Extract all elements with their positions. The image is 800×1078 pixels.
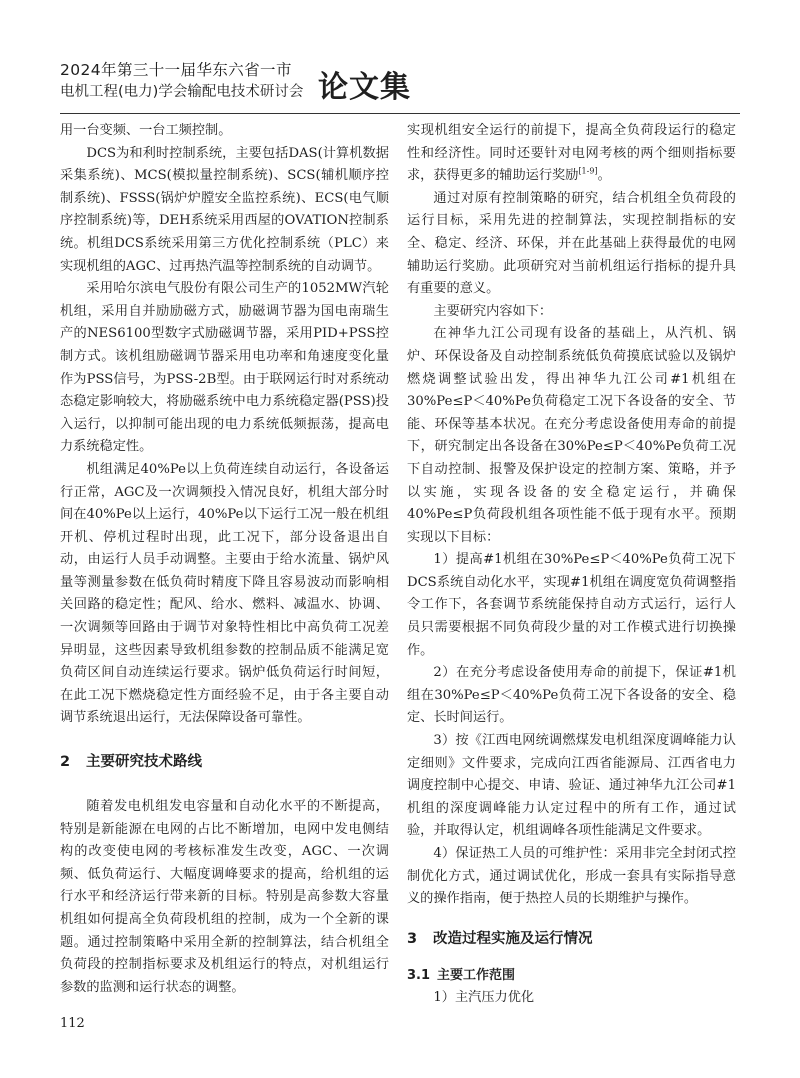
subsection-heading-3-1 — [407, 965, 736, 988]
paragraph: 采用哈尔滨电气股份有限公司生产的1052MW汽轮机组，采用自并励励磁方式，励磁调节器为国电南瑞生产的NES6100型数字式励磁调节器，采用PID+PSS控制方式。该机组励磁调节器采用电功率和角速度变化量作为PSS信号，为PSS-2B型。由于联网运行时对系统动态稳定影响较大，将励磁系统中电力系统稳定器(PSS)投入运行，以抑制可能出现的电力系统低频振荡，提高电力系统稳定性。 — [60, 281, 389, 455]
paragraph: DCS为和利时控制系统，主要包括DAS(计算机数据采集系统)、MCS(模拟量控制系统)、SCS(辅机顺序控制系统)、FSSS(锅炉炉膛安全监控系统)、ECS(电气顺序控制系统)等，DEH系统采用西屋的OVATION控制系统。机组DCS系统采用第三方优化控制系统（PLC）来实现机组的AGC、过再热汽温等控制系统的自动调节。 — [60, 145, 389, 274]
section-number: 3 — [407, 930, 418, 947]
section-number: 2 — [60, 754, 71, 771]
paragraph: 机组满足40%Pe以上负荷连续自动运行，各设备运行正常，AGC及一次调频投入情况良好，机组大部分时间在40%Pe以上运行，40%Pe以下运行工况一般在机组开机、停机过程时出现，此工况下，部分设备退出自动，由运行人员手动调整。主要由于给水流量、锅炉风量等测量参数在低负荷时精度下降且容易波动而影响相关回路的稳定性；配风、给水、燃料、减温水、协调、一次调频等回路由于调节对象特性相比中高负荷工况差异明显，这些因素导致机组参数的控制品质不能满足宽负荷区间自动连续运行要求。锅炉低负荷运行时间短，在此工况下燃烧稳定性方面经验不足，由于各主要自动调节系统退出运行，无法保障设备可靠性。 — [60, 461, 389, 726]
list-item: 2）在充分考虑设备使用寿命的前提下，保证#1机组在30%Pe≤P＜40%Pe负荷工况下各设备的安全、稳定、长时间运行。 — [407, 665, 736, 726]
paragraph: 随着发电机组发电容量和自动化水平的不断提高，特别是新能源在电网的占比不断增加，电网中发电侧结构的改变使电网的考核标准发生改变，AGC、一次调频、低负荷运行、大幅度调峰要求的提高，给机组的运行水平和经济运行带来新的目标。特别是高参数大容量机组如何提高全负荷段机组的控制，成为一个全新的课题。通过控制策略中采用全新的控制算法，结合机组全负荷段的控制指标要求及机组运行的特点，对机组运行参数的监测和运行状态的调整。 — [60, 799, 389, 995]
left-column — [60, 120, 389, 999]
header-rule — [60, 113, 740, 114]
section-title: 改造过程实施及运行情况 — [433, 930, 593, 947]
paragraph: 通过对原有控制策略的研究，结合机组全负荷段的运行目标，采用先进的控制算法，实现控制指标的安全、稳定、经济、环保，并在此基础上获得最优的电网辅助运行奖励。此项研究对当前机组运行指标的提升具有重要的意义。 — [407, 190, 736, 297]
list-item: 3）按《江西电网统调燃煤发电机组深度调峰能力认定细则》文件要求，完成向江西省能源局、江西省电力调度控制中心提交、申请、验证、通过神华九江公司#1机组的深度调峰能力认定过程中的所有工作，通过试验，并取得认定，机组调峰各项性能满足文件要求。 — [407, 733, 736, 839]
paragraph: 用一台变频、一台工频控制。 — [60, 123, 232, 138]
running-header — [60, 58, 740, 104]
list-item: 1）主汽压力优化 — [433, 990, 535, 1006]
citation-ref: [1-9] — [578, 166, 598, 176]
paragraph: 主要研究内容如下： — [433, 303, 553, 319]
section-heading-2 — [60, 750, 389, 774]
section-title: 主要研究技术路线 — [86, 754, 202, 771]
page-number: 112 — [60, 1016, 85, 1031]
subsection-number: 3.1 — [407, 967, 431, 983]
header-proceedings-title: 论文集 — [318, 70, 411, 105]
paragraph: 在神华九江公司现有设备的基础上，从汽机、锅炉、环保设备及自动控制系统低负荷摸底试验以及锅炉燃烧调整试验出发，得出神华九江公司#1机组在30%Pe≤P＜40%Pe负荷稳定工况下各设备的安全、节能、环保等基本状况。在充分考虑设备使用寿命的前提下，研究制定出各设备在30%Pe≤P＜40%Pe负荷工况下自动控制、报警及保护设定的控制方案、策略，并予以实施，实现各设备的安全稳定运行，并确保40%Pe≤P负荷段机组各项性能不低于现有水平。预期实现以下目标： — [407, 326, 736, 545]
list-item: 1）提高#1机组在30%Pe≤P＜40%Pe负荷工况下DCS系统自动化水平，实现#1机组在调度宽负荷调整指令工作下，各套调节系统能保持自动方式运行，运行人员只需要根据不同负荷段少量的对工作模式进行切换操作。 — [407, 552, 736, 658]
paragraph — [407, 120, 736, 188]
paragraph-text: 实现机组安全运行的前提下，提高全负荷段运行的稳定性和经济性。同时还要针对电网考核的两个细则指标要求，获得更多的辅助运行奖励 — [407, 123, 736, 184]
paragraph-end: 。 — [597, 168, 611, 184]
header-conference-line2: 电机工程(电力)学会输配电技术研讨会 — [60, 84, 304, 100]
section-heading-3 — [407, 927, 736, 951]
list-item: 4）保证热工人员的可维护性：采用非完全封闭式控制优化方式，通过调试优化，形成一套具有实际指导意义的操作指南，便于热控人员的长期维护与操作。 — [407, 846, 736, 907]
header-conference-line1: 2024年第三十一届华东六省一市 — [60, 61, 292, 79]
right-column — [407, 120, 736, 1010]
subsection-title: 主要工作范围 — [437, 967, 516, 983]
